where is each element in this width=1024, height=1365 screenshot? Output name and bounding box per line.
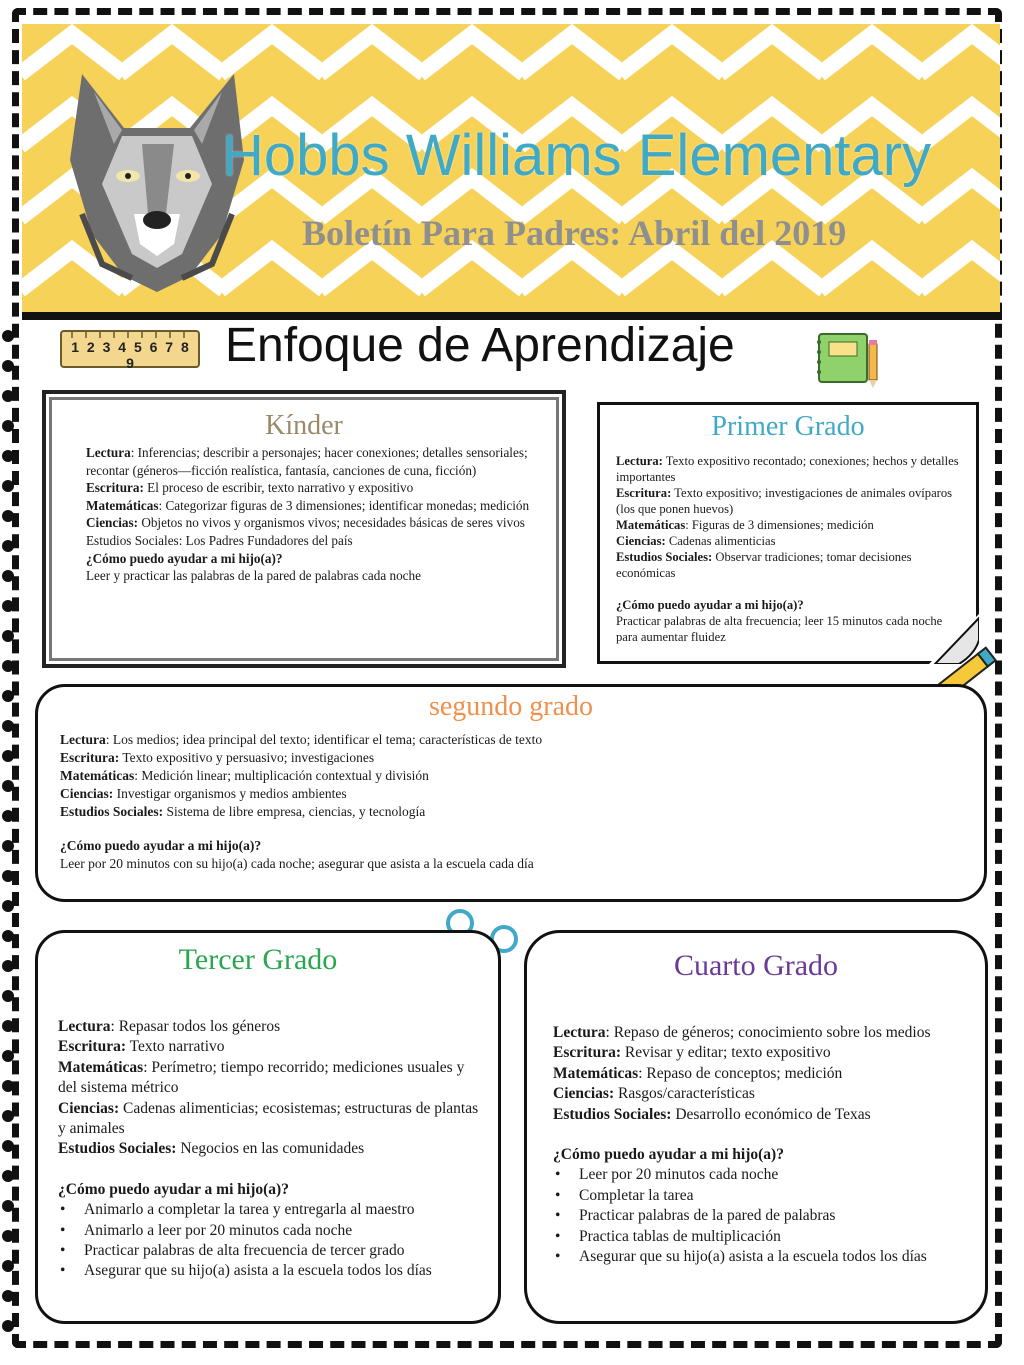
border-dot [2,1110,14,1122]
border-dot [2,810,14,822]
kinder-item [86,532,536,550]
subject-text: Cadenas alimenticias; ecosistemas; estructuras de plantas y animales [58,1099,479,1138]
list-item: • Asegurar que su hijo(a) asista a la escuela todos los días [553,1247,971,1267]
border-dot [2,720,14,732]
subject-text: Observar tradiciones; tomar decisiones económicas [616,550,912,580]
subject-text: Texto narrativo [126,1038,225,1056]
kinder-title: Kínder [265,410,343,441]
primero-title: Primer Grado [711,411,865,442]
primero-item [616,485,960,517]
subject-text: Revisar y editar; texto expositivo [621,1044,831,1062]
subject-label: Escritura: [58,1038,127,1056]
cuarto-item [553,1084,971,1104]
subject-text: Objetos no vivos y organismos vivos; necesidades básicas de seres vivos [138,515,525,531]
subject-label: Estudios Sociales [86,532,179,548]
subject-label: Matemáticas [616,518,686,532]
primero-body [616,453,960,645]
border-dot [2,1230,14,1242]
cuarto-item [553,1064,971,1084]
help-question [553,1145,971,1165]
tercero-panel [35,930,501,1324]
subject-label: Estudios Sociales: [58,1140,177,1158]
primero-item [616,533,960,549]
segundo-panel [35,684,987,902]
border-dot [2,1260,14,1272]
help-question-text: ¿Cómo puedo ayudar a mi hijo(a)? [60,838,262,853]
border-dot [2,330,14,342]
primero-item [616,517,960,533]
border-dot [2,750,14,762]
subject-label: Lectura: [616,454,663,468]
border-dot [2,930,14,942]
border-dot [2,990,14,1002]
tercero-title: Tercer Grado [178,943,338,976]
segundo-item [60,785,962,803]
help-question [58,1180,482,1200]
subject-label: Escritura: [553,1044,622,1062]
segundo-body [60,731,962,873]
subject-text: Sistema de libre empresa, ciencias, y tecnología [163,804,426,819]
border-dot [2,900,14,912]
ruler-icon [60,330,200,371]
border-dot [2,960,14,972]
border-dot [2,360,14,372]
subject-label: Estudios Sociales: [616,550,713,564]
help-text: Leer y practicar las palabras de la pared de palabras cada noche [86,568,421,584]
subject-label: Matemáticas [553,1064,639,1082]
subject-text: : Categorizar figuras de 3 dimensiones; identificar monedas; medición [158,497,530,513]
cuarto-item [553,1023,971,1043]
help-list [553,1165,971,1267]
subject-text: Texto expositivo; investigaciones de animales ovíparos (los que ponen huevos) [616,486,953,516]
border-dot [2,630,14,642]
subject-text: : Repaso de conceptos; medición [638,1064,843,1082]
subject-label: Lectura [58,1018,111,1035]
subject-label: Estudios Sociales: [553,1105,672,1123]
list-item: • Practicar palabras de alta frecuencia de tercer grado [58,1241,482,1261]
tercero-item [58,1058,482,1099]
border-dot [2,540,14,552]
subject-label: Escritura: [60,750,120,765]
border-dot [2,420,14,432]
ruler-numbers: 1 2 3 4 5 6 7 8 9 [71,339,191,371]
school-name: Hobbs Williams Elementary [222,123,932,188]
primero-item [616,549,960,581]
subject-text: : Inferencias; describir a personajes; hacer conexiones; detalles sensoriales; recontar (géneros—ficción realística, fantasía, canciones de cuna, ficción) [86,445,528,478]
tercero-item [58,1017,482,1037]
border-dot [2,450,14,462]
list-item: • Animarlo a completar la tarea y entregarla al maestro [58,1200,482,1220]
help-question [86,550,536,568]
header-banner [22,24,1000,314]
subject-text: Rasgos/características [614,1085,755,1103]
border-dot [2,480,14,492]
subject-label: Escritura: [86,480,144,496]
list-item: • Completar la tarea [553,1186,971,1206]
subject-text: : Repaso de géneros; conocimiento sobre los medios [605,1024,931,1041]
list-item: • Practicar palabras de la pared de palabras [553,1206,971,1226]
help-question [60,837,962,855]
subject-label: Escritura: [616,486,672,500]
subject-text: Investigar organismos y medios ambientes [113,786,347,801]
help-question-text: ¿Cómo puedo ayudar a mi hijo(a)? [553,1146,784,1164]
cuarto-body [553,1023,971,1267]
subject-label: Ciencias: [616,534,666,548]
subject-text: Cadenas alimenticias [665,534,776,548]
help-list [58,1200,482,1282]
subject-text: Negocios en las comunidades [176,1140,365,1158]
subject-text: : Los Padres Fundadores del país [178,532,353,548]
border-dot [2,1320,14,1332]
border-dot [2,660,14,672]
help-question-text: ¿Cómo puedo ayudar a mi hijo(a)? [58,1180,289,1198]
subject-text: Texto expositivo recontado; conexiones; hechos y detalles importantes [616,454,959,484]
border-dot [2,1050,14,1062]
border-dot [2,690,14,702]
segundo-item [60,803,962,821]
border-dot [2,600,14,612]
kinder-item [86,444,536,479]
segundo-item [60,731,962,749]
subject-text: : Perímetro; tiempo recorrido; mediciones usuales y del sistema métrico [58,1058,465,1097]
subject-label: Lectura [553,1024,606,1041]
kinder-item [86,479,536,497]
cuarto-panel [524,930,988,1324]
subject-label: Matemáticas [86,497,159,513]
help-question-text: ¿Cómo puedo ayudar a mi hijo(a)? [616,598,804,612]
kinder-body [86,444,536,585]
subject-text: Desarrollo económico de Texas [671,1105,871,1123]
segundo-item [60,749,962,767]
left-dot-border [2,330,26,1350]
tercero-item [58,1099,482,1140]
border-dot [2,570,14,582]
border-dot [2,1140,14,1152]
subject-text: : Los medios; idea principal del texto; identificar el tema; características de texto [105,732,543,747]
list-item: • Practica tablas de multiplicación [553,1227,971,1247]
border-dot [2,840,14,852]
cuarto-item [553,1105,971,1125]
help-text: Practicar palabras de alta frecuencia; leer 15 minutos cada noche para aumentar fluidez [616,614,943,644]
primero-item [616,453,960,485]
border-dot [2,1290,14,1302]
border-dot [2,510,14,522]
tercero-item [58,1037,482,1057]
segundo-item [60,767,962,785]
section-title: Enfoque de Aprendizaje [225,319,735,372]
kinder-panel [42,390,566,668]
border-dot [2,870,14,882]
tercero-body [58,1017,482,1282]
subject-label: Lectura [60,732,106,747]
subject-label: Lectura [86,445,131,460]
kinder-item [86,514,536,532]
subject-text: El proceso de escribir, texto narrativo y expositivo [143,480,414,496]
border-dot [2,1200,14,1212]
subject-label: Estudios Sociales: [60,804,164,819]
segundo-title: segundo grado [428,691,594,722]
cuarto-title: Cuarto Grado [673,949,839,982]
help-question-text: ¿Cómo puedo ayudar a mi hijo(a)? [86,550,283,566]
tercero-item [58,1139,482,1159]
help-question [616,597,960,613]
help-text: Leer por 20 minutos con su hijo(a) cada noche; asegurar que asista a la escuela cada día [60,856,534,871]
subject-text: Texto expositivo y persuasivo; investigaciones [119,750,375,765]
list-item: • Asegurar que su hijo(a) asista a la escuela todos los días [58,1261,482,1281]
list-item: • Leer por 20 minutos cada noche [553,1165,971,1185]
subject-label: Ciencias: [60,786,114,801]
cuarto-item [553,1043,971,1063]
subject-text: : Figuras de 3 dimensiones; medición [685,518,874,532]
newsletter-subtitle: Boletín Para Padres: Abril del 2019 [302,213,847,253]
subject-label: Ciencias: [86,515,139,531]
subject-label: Ciencias: [58,1099,120,1117]
border-dot [2,1080,14,1092]
subject-text: : Medición linear; multiplicación contextual y división [134,768,429,783]
subject-label: Matemáticas [60,768,135,783]
border-dot [2,390,14,402]
list-item: • Animarlo a leer por 20 minutos cada noche [58,1221,482,1241]
subject-label: Matemáticas [58,1058,144,1076]
subject-label: Ciencias: [553,1085,615,1103]
kinder-item [86,497,536,515]
border-dot [2,780,14,792]
border-dot [2,1020,14,1032]
subject-text: : Repasar todos los géneros [110,1018,281,1035]
notebook-icon [815,330,885,390]
primero-panel [597,402,979,664]
border-dot [2,1170,14,1182]
